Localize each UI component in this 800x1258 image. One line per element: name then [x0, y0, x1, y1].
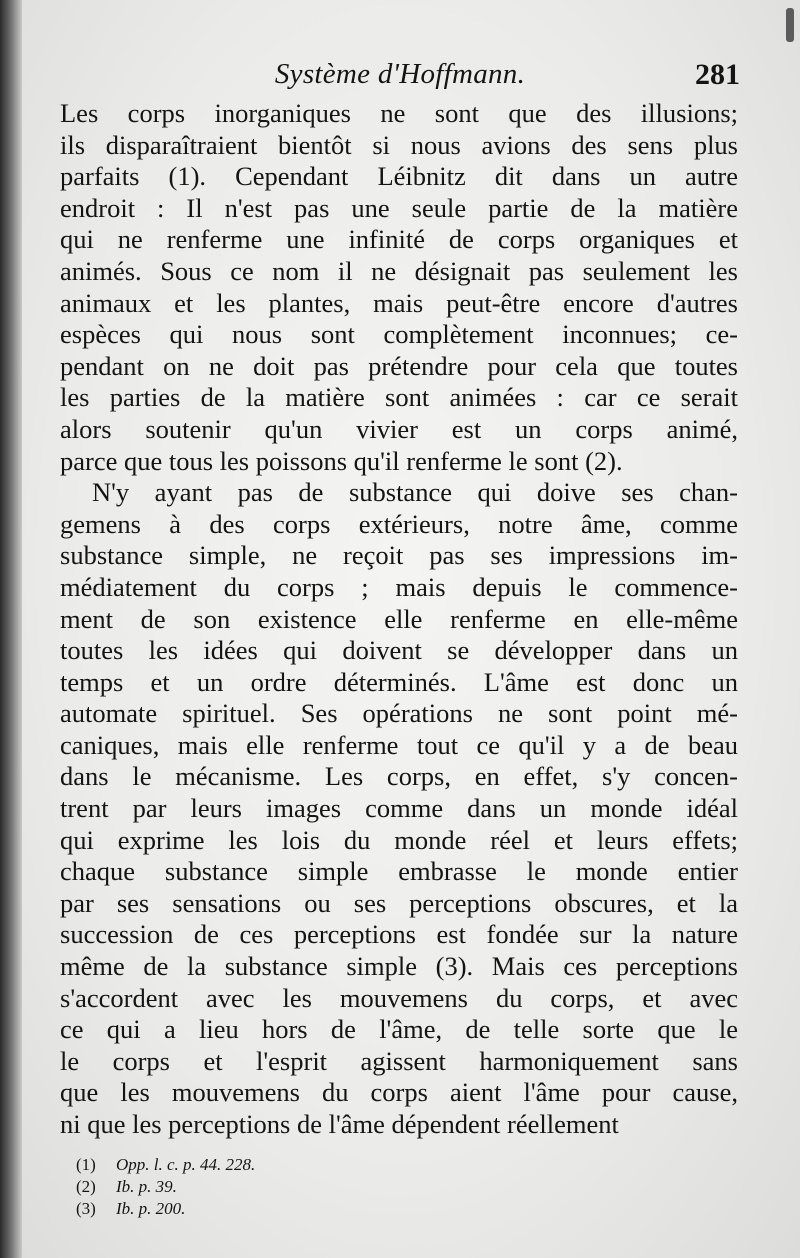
text-line: même de la substance simple (3). Mais ces perceptions	[60, 951, 738, 982]
text-line: qui exprime les lois du monde réel et leurs effets;	[60, 824, 738, 855]
text-line: N'y ayant pas de substance qui doive ses chan-	[92, 477, 738, 508]
text-line: animaux et les plantes, mais peut-être encore d'autres	[60, 287, 738, 318]
text-line: alors soutenir qu'un vivier est un corps animé,	[60, 413, 738, 444]
footnote-text: Opp. l. c. p. 44. 228.	[116, 1155, 256, 1174]
text-line: succession de ces perceptions est fondée sur la nature	[60, 919, 738, 950]
text-line: endroit : Il n'est pas une seule partie de la matière	[60, 192, 738, 223]
text-line: par ses sensations ou ses perceptions obscures, et la	[60, 887, 738, 918]
text-line: médiatement du corps ; mais depuis le commence-	[60, 571, 738, 602]
body-text	[60, 98, 738, 1141]
footnotes	[76, 1154, 476, 1220]
text-line: toutes les idées qui doivent se développer dans un	[60, 635, 738, 666]
page-header	[60, 58, 740, 98]
text-line: trent par leurs images comme dans un monde idéal	[60, 793, 738, 824]
text-line: ils disparaîtraient bientôt si nous avions des sens plus	[60, 129, 738, 160]
text-line: les parties de la matière sont animées : car ce serait	[60, 382, 738, 413]
text-line: temps et un ordre déterminés. L'âme est donc un	[60, 666, 738, 697]
footnote	[76, 1198, 476, 1220]
text-line: parce que tous les poissons qu'il renferme le sont (2).	[60, 445, 623, 476]
text-line: qui ne renferme une infinité de corps organiques et	[60, 224, 738, 255]
text-line: chaque substance simple embrasse le monde entier	[60, 856, 738, 887]
text-line: Les corps inorganiques ne sont que des illusions;	[60, 98, 738, 128]
text-line: le corps et l'esprit agissent harmoniquement sans	[60, 1045, 738, 1076]
footnote-text: Ib. p. 39.	[116, 1177, 177, 1196]
footnote-mark: (3)	[76, 1199, 96, 1218]
text-line: animés. Sous ce nom il ne désignait pas seulement les	[60, 255, 738, 286]
text-line: caniques, mais elle renferme tout ce qu'il y a de beau	[60, 729, 738, 760]
text-line: pendant on ne doit pas prétendre pour cela que toutes	[60, 350, 738, 381]
footnote-text: Ib. p. 200.	[116, 1199, 186, 1218]
footnote-mark: (1)	[76, 1155, 96, 1174]
footnote	[76, 1154, 476, 1176]
page-binding-shadow	[0, 0, 22, 1258]
footnote-mark: (2)	[76, 1177, 96, 1196]
text-line: ce qui a lieu hors de l'âme, de telle sorte que le	[60, 1014, 738, 1045]
text-line: que les mouvemens du corps aient l'âme pour cause,	[60, 1077, 738, 1108]
text-line: ni que les perceptions de l'âme dépendent réellement	[60, 1109, 619, 1139]
text-line: espèces qui nous sont complètement inconnues; ce-	[60, 319, 738, 350]
text-line: automate spirituel. Ses opérations ne sont point mé-	[60, 698, 738, 729]
text-line: gemens à des corps extérieurs, notre âme, comme	[60, 508, 738, 539]
text-line: substance simple, ne reçoit pas ses impressions im-	[60, 540, 738, 571]
page-number: 281	[695, 58, 740, 91]
text-line: s'accordent avec les mouvemens du corps, et avec	[60, 982, 738, 1013]
running-title: Système d'Hoffmann.	[274, 58, 526, 90]
text-line: parfaits (1). Cependant Léibnitz dit dans un autre	[60, 161, 738, 192]
page-corner-mark	[786, 8, 794, 42]
footnote	[76, 1176, 476, 1198]
text-line: dans le mécanisme. Les corps, en effet, s'y concen-	[60, 761, 738, 792]
text-line: ment de son existence elle renferme en elle-même	[60, 603, 738, 634]
